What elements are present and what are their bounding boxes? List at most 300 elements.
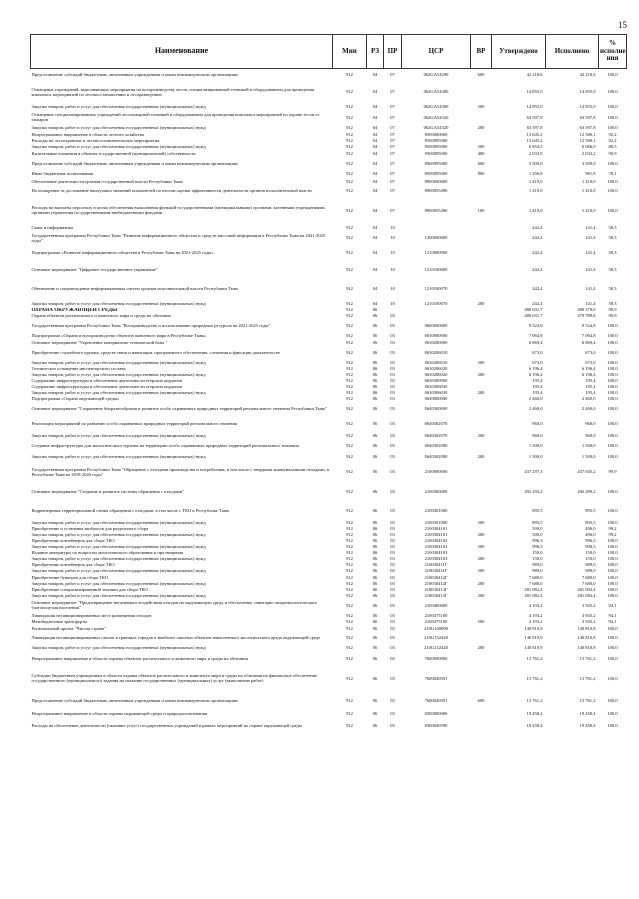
row-name: Государственная программа Республики Тыва "Обращение с отходами производства и потребления, в том числе с твердыми коммунальными отходами, в Республике Тыва на 2018-2026 годы" (31, 466, 330, 477)
row-approved: 989,0 (532, 568, 543, 574)
row-name: Государственная программа Республики Тыва "Развитие информационного общества и средств массовой информации в Республике Тыва на 2021-2025 годы" (31, 232, 326, 243)
row-name: Содержание инфраструктуры и обеспечение деятельности егерских кордонов (31, 384, 183, 390)
row-pr: 10 (390, 225, 395, 231)
row-approved: 6 196,4 (528, 366, 543, 372)
row-csr: 2100304101 (424, 532, 448, 538)
row-name: Предоставление субсидий бюджетным, автономным учреждениям и иным некоммерческим организациям (31, 160, 238, 166)
row-csr: 210G100000 (424, 625, 448, 631)
row-approved: 195,4 (532, 378, 543, 384)
row-vr (471, 653, 492, 666)
row-csr: 7600040591 (424, 675, 448, 681)
row-min: 912 (346, 372, 353, 378)
row-pr: 03 (390, 454, 395, 460)
row-rz: 06 (372, 349, 378, 355)
row-vr: 200 (477, 390, 485, 396)
row-min: 912 (346, 544, 353, 550)
row-rz: 04 (372, 171, 378, 177)
row-percent: 100,0 (607, 574, 618, 580)
table-row (31, 503, 627, 520)
row-csr: 2100475100 (424, 619, 448, 625)
row-csr: 062GA54320 (423, 114, 449, 120)
row-rz: 06 (372, 332, 378, 338)
row-approved: 3 500,0 (528, 160, 543, 166)
row-approved: 150,0 (532, 556, 543, 562)
row-vr: 200 (477, 125, 485, 131)
row-csr: 8500095000 (424, 144, 448, 150)
row-vr: 200 (477, 645, 485, 651)
table-row (31, 626, 627, 633)
row-name: Государственная программа Республики Тыва "Воспроизводство и использование природных ресурсов на 2021-2025 годы" (31, 322, 271, 328)
table-row (31, 653, 627, 666)
row-executed: 42 218,6 (579, 71, 596, 77)
table-row (31, 112, 627, 125)
table-row (31, 151, 627, 158)
row-name: Закупка товаров, работ и услуг для обеспечения государственных (муниципальных) нужд (31, 125, 206, 131)
row-approved: 4 193,2 (528, 602, 543, 608)
row-executed: 63 597,8 (579, 114, 596, 120)
row-approved: 281 082,4 (524, 593, 543, 599)
row-approved: 996,3 (532, 538, 543, 544)
row-csr (402, 225, 471, 233)
row-pr: 03 (390, 396, 395, 402)
header-vr: ВР (471, 35, 492, 69)
row-rz: 06 (372, 390, 378, 396)
row-pr: 03 (390, 322, 395, 328)
row-csr: 2100304103 (424, 550, 448, 556)
row-approved: 437 297,3 (524, 469, 543, 475)
row-executed: 141,4 (585, 300, 596, 306)
row-rz: 06 (372, 532, 378, 538)
table-row (31, 279, 627, 301)
row-pr: 03 (390, 587, 395, 593)
row-vr (471, 245, 492, 262)
row-executed: 14 855,0 (579, 89, 596, 95)
row-executed: 6 066,0 (581, 144, 596, 150)
row-executed: 479 789,6 (577, 313, 596, 319)
row-percent: 100,0 (607, 420, 618, 426)
row-executed: 281 082,4 (577, 587, 596, 593)
row-executed: 13 761,2 (579, 697, 596, 703)
row-approved: 140 810,9 (524, 635, 543, 641)
row-approved: 673,0 (532, 349, 543, 355)
row-csr: 8300040590 (424, 722, 448, 728)
row-vr: 600 (477, 71, 485, 77)
row-min: 912 (346, 587, 353, 593)
table-row (31, 171, 627, 179)
row-min: 912 (346, 160, 353, 166)
row-approved: 292 293,2 (524, 489, 543, 495)
row-name: Ликвидация несанкционированных свалок в границах городов и наиболее опасных объектов накопленного экологического вреда окружающей среде (31, 635, 321, 641)
row-approved: 13 761,2 (526, 675, 543, 681)
row-executed: 12 580,1 (579, 138, 596, 144)
row-min: 912 (346, 562, 353, 568)
row-csr: 0640302080 (424, 454, 448, 460)
row-name: Основное мероприятие "Укрепление материально-технической базы " (31, 339, 168, 345)
row-min: 912 (346, 132, 353, 138)
row-percent: 100,0 (607, 104, 618, 110)
row-name: Закупка товаров, работ и услуг для обеспечения государственных (муниципальных) нужд (31, 300, 206, 306)
row-approved: 1 410,0 (528, 188, 543, 194)
row-executed: 1 500,0 (581, 442, 596, 448)
table-row (31, 233, 627, 245)
row-min: 912 (346, 420, 353, 426)
row-executed: 6 196,4 (581, 366, 596, 372)
row-rz: 04 (372, 286, 378, 292)
row-percent: 100,0 (607, 89, 618, 95)
row-rz: 04 (372, 249, 378, 255)
row-executed: 7 680,0 (581, 581, 596, 587)
row-pr: 03 (390, 420, 395, 426)
row-vr (471, 340, 492, 347)
page-number: 15 (618, 20, 627, 30)
row-percent: 58,3 (608, 235, 617, 241)
row-name: Создание инфраструктуры для экологического туризма на территории особо охраняемых природных территорий регионального значения (31, 442, 299, 448)
row-pr: 03 (390, 625, 395, 631)
row-executed: 989,0 (585, 568, 596, 574)
row-csr: 210G152420 (424, 645, 448, 651)
row-percent: 99,2 (608, 532, 617, 538)
row-csr: 2100304102 (424, 538, 448, 544)
row-csr: 0630306030 (424, 390, 448, 396)
row-min: 912 (346, 384, 353, 390)
row-approved: 895,5 (532, 507, 543, 513)
row-vr (471, 600, 492, 613)
row-csr: 8900000000 (424, 178, 448, 184)
row-pr: 03 (390, 349, 395, 355)
row-vr (471, 720, 492, 733)
row-min: 912 (346, 396, 353, 402)
table-row (31, 340, 627, 347)
table-row (31, 82, 627, 104)
table-row (31, 104, 627, 112)
row-csr: 8300000000 (424, 711, 448, 717)
row-percent: 100,0 (607, 442, 618, 448)
row-approved: 14 855,0 (526, 89, 543, 95)
row-rz: 04 (372, 150, 378, 156)
row-pr: 03 (390, 390, 395, 396)
row-min: 912 (346, 89, 353, 95)
row-rz: 06 (372, 538, 378, 544)
row-name: Закупка товаров, работ и услуг для обеспечения государственных (муниципальных) нужд (31, 532, 206, 538)
row-name: Основное мероприятие "Цифровое государственное управление" (31, 266, 158, 272)
row-pr: 03 (390, 645, 395, 651)
row-vr (471, 320, 492, 333)
row-vr: 100 (477, 207, 485, 213)
row-rz: 06 (372, 396, 378, 402)
row-rz: 06 (372, 519, 378, 525)
row-pr: 03 (390, 655, 395, 661)
table-row (31, 158, 627, 171)
row-approved: 6 869,4 (528, 339, 543, 345)
row-name: Ликвидация несанкционированных мест размещения отходов (31, 612, 152, 618)
table-row (31, 575, 627, 582)
row-percent: 100,0 (607, 697, 618, 703)
row-csr: 8500095000 (424, 150, 448, 156)
row-min: 912 (346, 538, 353, 544)
row-rz: 06 (372, 372, 378, 378)
header-pr: ПР (384, 35, 402, 69)
row-min: 912 (346, 442, 353, 448)
row-name: Межбюджетные трансферты (31, 619, 88, 625)
row-rz: 04 (372, 138, 378, 144)
row-csr: 1210100070 (424, 286, 448, 292)
row-executed: 150,0 (585, 556, 596, 562)
row-approved: 480 631,7 (524, 307, 543, 313)
row-rz: 06 (372, 307, 378, 313)
row-executed: 14 855,0 (579, 104, 596, 110)
row-name: Техническое оснащение инспекторского состава (31, 366, 126, 372)
row-pr: 10 (390, 300, 395, 306)
row-vr: 200 (477, 300, 485, 306)
row-min: 912 (346, 266, 353, 272)
row-vr: 200 (477, 144, 485, 150)
row-csr: 210030413Г (424, 593, 448, 599)
row-name: Непрограммное направление в области охраны окружающей среды и природопользования (31, 711, 208, 717)
row-pr: 03 (390, 372, 395, 378)
row-approved: 2 460,0 (528, 405, 543, 411)
row-csr: 210030413Г (424, 587, 448, 593)
row-min: 912 (346, 711, 353, 717)
row-executed: 9 524,8 (581, 322, 596, 328)
row-min: 912 (346, 625, 353, 631)
row-pr: 07 (390, 132, 395, 138)
row-percent: 100,0 (607, 366, 618, 372)
header-min: Мин (333, 35, 367, 69)
row-approved: 989,0 (532, 562, 543, 568)
row-approved: 150,0 (532, 550, 543, 556)
row-csr: 0630200000 (424, 339, 448, 345)
row-min: 912 (346, 612, 353, 618)
row-csr: 0640302080 (424, 442, 448, 448)
row-percent: 99,9 (608, 150, 617, 156)
row-pr: 03 (390, 378, 395, 384)
table-row (31, 186, 627, 198)
row-vr (471, 403, 492, 416)
row-vr (471, 575, 492, 582)
row-percent: 100,0 (607, 384, 618, 390)
table-row (31, 710, 627, 720)
table-row (31, 520, 627, 527)
row-executed: 1 410,0 (581, 178, 596, 184)
row-csr: 2100300000 (424, 489, 448, 495)
row-rz: 06 (372, 378, 378, 384)
row-name: Закупка товаров, работ и услуг для обеспечения государственных (муниципальных) нужд (31, 581, 206, 587)
row-name: Приобретение бункеров для сбора ТКО (31, 574, 109, 580)
row-pr: 03 (390, 697, 395, 703)
row-approved: 13 645,2 (526, 132, 543, 138)
row-name: Непрограммное направление в области лесного хозяйства (31, 132, 144, 138)
row-rz: 06 (372, 574, 378, 580)
row-rz: 06 (372, 454, 378, 460)
row-rz: 04 (372, 188, 378, 194)
row-min: 912 (346, 313, 353, 319)
row-name: Обеспечение деятельности органов государственной власти Республики Тыва (31, 178, 183, 184)
row-csr: 2100304102 (424, 544, 448, 550)
row-executed: 140 810,8 (577, 645, 596, 651)
row-vr (471, 82, 492, 104)
row-csr: 2100000000 (424, 469, 448, 475)
row-approved: 1 410,0 (528, 178, 543, 184)
row-rz: 06 (372, 550, 378, 556)
row-min: 912 (346, 635, 353, 641)
row-vr: 200 (477, 359, 485, 365)
row-csr: 0630206020 (424, 372, 448, 378)
row-percent: 100,0 (607, 396, 618, 402)
row-percent: 58,3 (608, 249, 617, 255)
row-name: Приобретение специализированной техники для сбора ТКО (31, 587, 148, 593)
row-pr: 03 (390, 332, 395, 338)
row-rz: 06 (372, 405, 378, 411)
table-row (31, 320, 627, 333)
row-vr (471, 633, 492, 645)
row-rz: 06 (372, 420, 378, 426)
row-min: 912 (346, 526, 353, 532)
row-vr: 400 (477, 150, 485, 156)
row-approved: 1 256,8 (528, 171, 543, 177)
row-pr: 03 (390, 675, 395, 681)
row-name: Закупка товаров, работ и услуг для обеспечения государственных (муниципальных) нужд (31, 568, 206, 574)
row-name: Оснащение учреждений, выполняющих мероприятия по воспроизводству лесов, специализированной техникой и оборудованием для проведения комплекса мероприятий по лесовосстановлению и лесоразведению (31, 86, 315, 97)
row-executed: 673,0 (585, 359, 596, 365)
row-approved: 2 460,0 (528, 396, 543, 402)
row-pr: 03 (390, 366, 395, 372)
row-pr: 07 (390, 114, 395, 120)
row-vr (471, 262, 492, 279)
row-csr: 062GA54300 (423, 89, 449, 95)
table-row (31, 645, 627, 653)
row-approved: 960,0 (532, 432, 543, 438)
row-approved: 195,4 (532, 390, 543, 396)
row-executed: 3 945,2 (581, 619, 596, 625)
row-vr: 600 (477, 697, 485, 703)
row-executed: 981,9 (585, 171, 596, 177)
row-executed: 12 580,1 (579, 132, 596, 138)
row-percent: 100,0 (607, 339, 618, 345)
row-rz: 04 (372, 207, 378, 213)
row-csr: 062GA54300 (423, 104, 449, 110)
table-row (31, 453, 627, 463)
row-percent: 100,0 (607, 454, 618, 460)
row-min: 912 (346, 519, 353, 525)
row-percent: 100,0 (607, 207, 618, 213)
row-percent: 100,0 (607, 711, 618, 717)
row-csr: 8500095000 (424, 171, 448, 177)
row-min: 912 (346, 593, 353, 599)
table-row (31, 720, 627, 733)
row-min: 912 (346, 645, 353, 651)
row-percent: 99,9 (608, 313, 617, 319)
row-pr: 03 (390, 442, 395, 448)
row-name: Предоставление субсидий бюджетным, автономным учреждениям и иным некоммерческим организациям (31, 71, 238, 77)
row-percent: 58,3 (608, 225, 617, 231)
row-percent: 99,9 (608, 469, 617, 475)
row-csr: 2100304101 (424, 526, 448, 532)
row-rz: 04 (372, 178, 378, 184)
row-vr: 200 (477, 432, 485, 438)
row-name: Капитальные вложения в объекты государственной (муниципальной) собственности (31, 150, 196, 156)
row-min: 912 (346, 550, 353, 556)
row-approved: 242,4 (532, 235, 543, 241)
row-rz: 06 (372, 612, 378, 618)
row-vr (471, 666, 492, 693)
row-approved: 960,0 (532, 420, 543, 426)
row-executed: 292 289,2 (577, 489, 596, 495)
row-min: 912 (346, 125, 353, 131)
row-executed: 141,4 (585, 249, 596, 255)
row-executed: 7 680,0 (581, 574, 596, 580)
row-csr: 8900055490 (424, 188, 448, 194)
row-approved: 500,0 (532, 532, 543, 538)
table-row (31, 225, 627, 233)
row-name: Приобретение и установка экобоксов для раздельного сбора (31, 526, 149, 532)
row-vr (471, 112, 492, 125)
row-name: Закупка товаров, работ и услуг для обеспечения государственных (муниципальных) нужд (31, 372, 206, 378)
row-vr (471, 503, 492, 520)
table-row (31, 301, 627, 308)
row-percent: 100,0 (607, 378, 618, 384)
row-rz: 06 (372, 339, 378, 345)
row-percent: 100,0 (607, 635, 618, 641)
row-vr (471, 613, 492, 620)
row-percent: 100,0 (607, 556, 618, 562)
row-min: 912 (346, 207, 353, 213)
row-min: 912 (346, 619, 353, 625)
table-row (31, 347, 627, 360)
row-csr: 8500095000 (424, 138, 448, 144)
row-csr: 1200000000 (424, 235, 448, 241)
row-rz: 06 (372, 442, 378, 448)
row-pr: 03 (390, 556, 395, 562)
row-vr (471, 710, 492, 720)
row-min: 912 (346, 171, 353, 177)
row-percent: 100,0 (607, 372, 618, 378)
row-rz: 06 (372, 581, 378, 587)
row-csr: 2100304103 (424, 556, 448, 562)
row-executed: 195,4 (585, 390, 596, 396)
row-approved: 4 193,2 (528, 619, 543, 625)
row-executed: 195,4 (585, 378, 596, 384)
row-name: Оснащение специализированных учреждений лесопожарной техникой и оборудованием для проведения комплекса мероприятий по охране лесов от пожаров (31, 112, 320, 122)
row-executed: 496,0 (585, 526, 596, 532)
row-min: 912 (346, 390, 353, 396)
row-min: 912 (346, 71, 353, 77)
row-approved: 13 645,2 (526, 138, 543, 144)
row-executed: 960,0 (585, 432, 596, 438)
row-rz: 04 (372, 144, 378, 150)
row-percent: 100,0 (607, 405, 618, 411)
row-name: Издание литературы по вопросам экологического образования и просвещения (31, 550, 184, 556)
header-name: Наименование (31, 35, 333, 69)
row-pr: 03 (390, 359, 395, 365)
row-pr: 07 (390, 188, 395, 194)
row-vr (471, 440, 492, 453)
row-percent: 92,2 (608, 132, 617, 138)
row-percent: 58,3 (608, 286, 617, 292)
row-rz: 06 (372, 602, 378, 608)
row-pr: 03 (390, 339, 395, 345)
row-percent: 100,0 (607, 390, 618, 396)
table-row (31, 403, 627, 416)
row-name: Подпрограмма «Развитие информационного общества в Республике Тыва на 2021-2025 годы» (31, 249, 214, 255)
row-vr: 200 (477, 581, 485, 587)
row-approved: 1 500,0 (528, 454, 543, 460)
row-csr: 0640000000 (424, 396, 448, 402)
row-name: Приобретение контейнеров для сбора ТКО (31, 538, 115, 544)
row-min: 912 (346, 722, 353, 728)
row-pr: 03 (390, 593, 395, 599)
row-vr (471, 279, 492, 301)
row-csr: 210030411Г (424, 562, 448, 568)
